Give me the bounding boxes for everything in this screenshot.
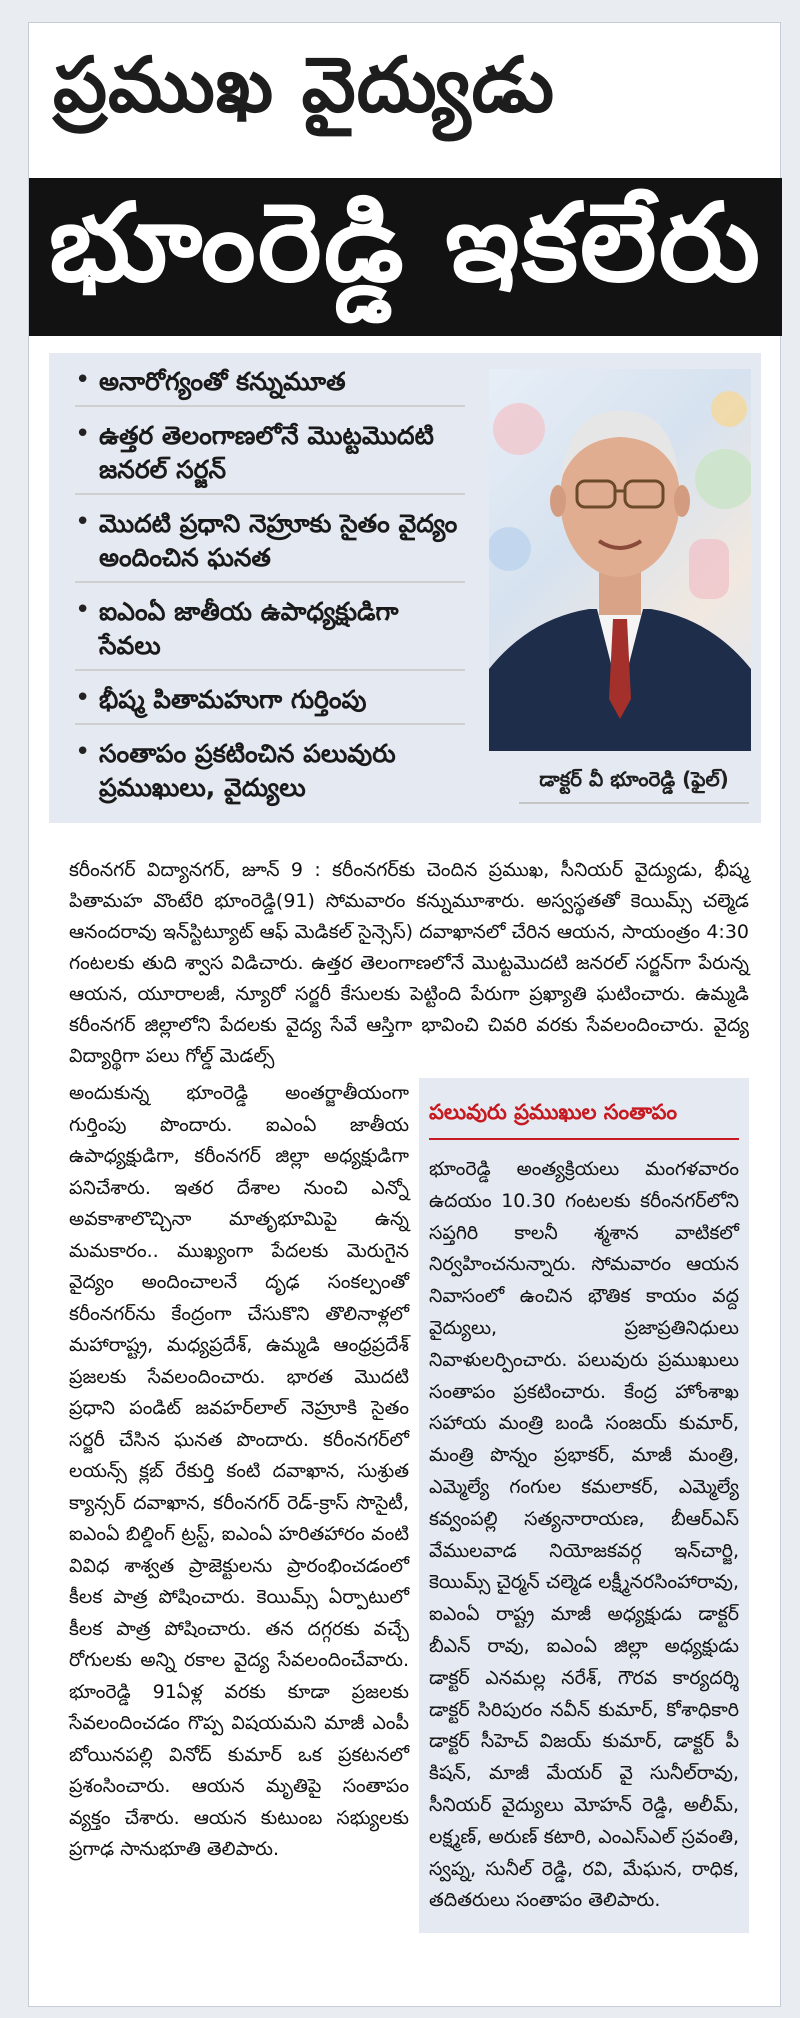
condolence-title: పలువురు ప్రముఖుల సంతాపం: [429, 1100, 739, 1140]
headline-banner: భూంరెడ్డి ఇకలేరు: [29, 178, 782, 336]
list-item: • ఉత్తర తెలంగాణలోనే మొట్టమొదటి జనరల్ సర్జన్: [75, 413, 465, 495]
list-item: • మొదటి ప్రధాని నెహ్రూకు సైతం వైద్యం అందించిన ఘనత: [75, 501, 465, 583]
article-intro: కరీంనగర్ విద్యానగర్, జూన్ 9 : కరీంనగర్‌కు చెందిన ప్రముఖ, సీనియర్ వైద్యుడు, భీష్మ పితామహ వొంటేరి భూంరెడ్డి(91) సోమవారం కన్నుమూశారు. అస్వస్థతతో కెయిమ్స్ చల్మెడ ఆనందరావు ఇన్‌స్టిట్యూట్ ఆఫ్ మెడికల్ సైన్సెస్) దవాఖానలో చేరిన ఆయన, సాయంత్రం 4:30 గంటలకు తుది శ్వాస విడిచారు. ఉత్తర తెలంగాణలోనే మొట్టమొదటి జనరల్ సర్జన్‌గా పేరున్న ఆయన, యూరాలజీ, న్యూరో సర్జరీ కేసులకు పెట్టింది పేరుగా ప్రఖ్యాతి ఘటించారు. ఉమ్మడి కరీంనగర్ జిల్లాలోని పేదలకు వైద్య సేవే ఆస్తిగా భావించి చివరి వరకు సేవలందించారు. వైద్య విద్యార్థిగా పలు గోల్డ్ మెడల్స్: [69, 859, 749, 1067]
summary-panel: [49, 353, 761, 823]
bullet-icon: •: [75, 683, 91, 713]
bullet-icon: •: [75, 507, 91, 537]
portrait-photo: [489, 369, 751, 751]
list-item: • భీష్మ పితామహుగా గుర్తింపు: [75, 677, 465, 725]
bullet-icon: •: [75, 737, 91, 767]
condolence-body: భూంరెడ్డి అంత్యక్రియలు మంగళవారం ఉదయం 10.30 గంటలకు కరీంనగర్‌లోని సప్తగిరి కాలనీ శ్మశాన వాటికలో నిర్వహించనున్నారు. సోమవారం ఆయన నివాసంలో ఉంచిన భౌతిక కాయం వద్ద వైద్యులు, ప్రజాప్రతినిధులు నివాళులర్పించారు. పలువురు ప్రముఖులు సంతాపం ప్రకటించారు. కేంద్ర హోంశాఖ సహాయ మంత్రి బండి సంజయ్ కుమార్, మంత్రి పొన్నం ప్రభాకర్, మాజీ మంత్రి, ఎమ్మెల్యే గంగుల కమలాకర్, ఎమ్మెల్యే కవ్వంపల్లి సత్యనారాయణ, బీఆర్‌ఎస్ వేములవాడ నియోజకవర్గ ఇన్‌చార్జి, కెయిమ్స్ చైర్మన్ చల్మెడ లక్ష్మీనరసింహారావు, ఐఎంఏ రాష్ట్ర మాజీ అధ్యక్షుడు డాక్టర్ బీఎన్ రావు, ఐఎంఏ జిల్లా అధ్యక్షుడు డాక్టర్ ఎనమల్ల నరేశ్, గౌరవ కార్యదర్శి డాక్టర్ సిరిపురం నవీన్ కుమార్, కోశాధికారి డాక్టర్ సీహెచ్ విజయ్ కుమార్, డాక్టర్ పీ కిషన్, మాజీ మేయర్ వై సునీల్‌రావు, సీనియర్ వైద్యులు మోహన్ రెడ్డి, అలీమ్, లక్ష్మణ్, అరుణ్ కటారి, ఎంఎస్‌ఎల్ స్రవంతి, స్వప్న, సునీల్ రెడ్డి, రవి, మేఘన, రాధిక, తదితరులు సంతాపం తెలిపారు.: [429, 1158, 739, 1912]
portrait-illustration: [489, 369, 751, 751]
list-item: • అనారోగ్యంతో కన్నుమూత: [75, 359, 465, 407]
bullet-list: [75, 359, 465, 817]
list-item: • ఐఎంఏ జాతీయ ఉపాధ్యక్షుడిగా సేవలు: [75, 589, 465, 671]
headline-top: ప్రముఖ వైద్యుడు: [53, 40, 556, 129]
bullet-icon: •: [75, 595, 91, 625]
bullet-icon: •: [75, 419, 91, 449]
article-body-left: అందుకున్న భూంరెడ్డి అంతర్జాతీయంగా గుర్తింపు పొందారు. ఐఎంఏ జాతీయ ఉపాధ్యక్షుడిగా, కరీంనగర్ జిల్లా అధ్యక్షుడిగా పనిచేశారు. ఇతర దేశాల నుంచి ఎన్నో అవకాశాలొచ్చినా మాతృభూమిపై ఉన్న మమకారం.. ముఖ్యంగా పేదలకు మెరుగైన వైద్యం అందించాలనే దృఢ సంకల్పంతో కరీంనగర్‌ను కేంద్రంగా చేసుకొని తొలినాళ్లలో మహారాష్ట్ర, మధ్యప్రదేశ్, ఉమ్మడి ఆంధ్రప్రదేశ్ ప్రజలకు సేవలందించారు. భారత మొదటి ప్రధాని పండిట్ జవహర్‌లాల్ నెహ్రూకి సైతం సర్జరీ చేసిన ఘనత పొందారు. కరీంనగర్‌లో లయన్స్ క్లబ్ రేకుర్తి కంటి దవాఖాన, సుశ్రుత క్యాన్సర్ దవాఖాన, కరీంనగర్ రెడ్-క్రాస్ సొసైటీ, ఐఎంఏ బిల్డింగ్ ట్రస్ట్, ఐఎంఏ హరితహారం వంటి వివిధ శాశ్వత ప్రాజెక్టులను ప్రారంభించడంలో కీలక పాత్ర పోషించారు. కెయిమ్స్ ఏర్పాటులో కీలక పాత్ర పోషించారు. తన దగ్గరకు వచ్చే రోగులకు అన్ని రకాల వైద్య సేవలందించేవారు. భూంరెడ్డి 91ఏళ్ల వరకు కూడా ప్రజలకు సేవలందించడం గొప్ప విషయమని మాజీ ఎంపీ బోయినపల్లి వినోద్ కుమార్ ఒక ప్రకటనలో ప్రశంసించారు. ఆయన మృతిపై సంతాపం వ్యక్తం చేశారు. ఆయన కుటుంబ సభ్యులకు ప్రగాఢ సానుభూతి తెలిపారు.: [69, 1082, 409, 1860]
photo-caption: డాక్టర్ వీ భూంరెడ్డి (ఫైల్): [519, 767, 749, 804]
list-item: • సంతాపం ప్రకటించిన పలువురు ప్రముఖులు, వైద్యులు: [75, 737, 396, 802]
condolence-box: [419, 1078, 749, 1933]
newspaper-clipping: [28, 22, 781, 2007]
bullet-icon: •: [75, 365, 91, 395]
